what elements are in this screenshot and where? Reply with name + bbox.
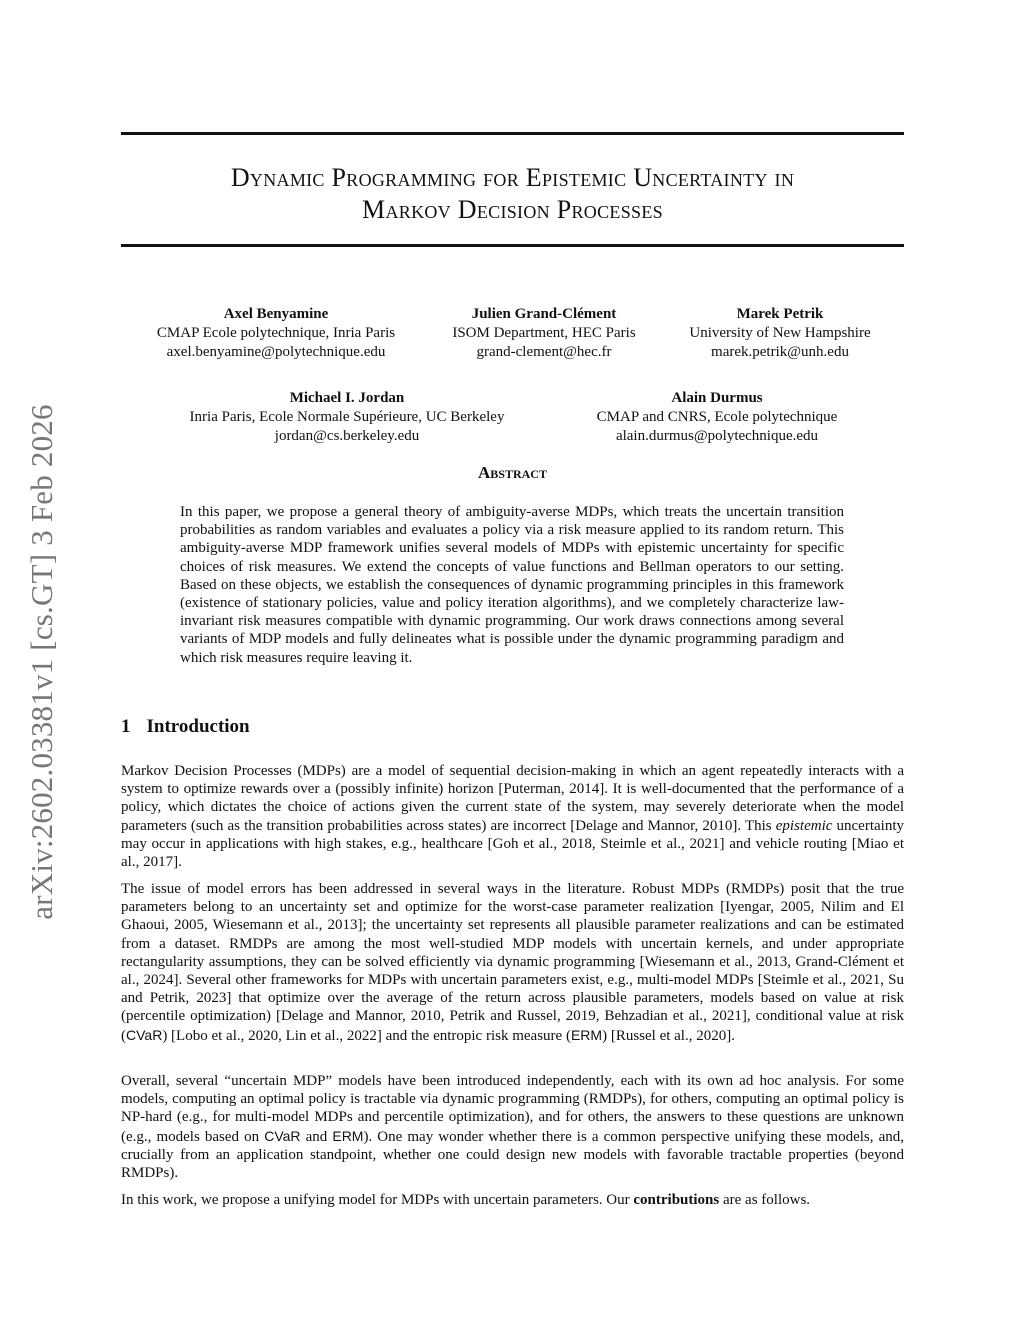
author-name: Michael I. Jordan	[289, 390, 405, 406]
intro-paragraph-2	[121, 880, 904, 1045]
author-email: grand-clement@hec.fr	[476, 344, 612, 360]
section-number: 1	[121, 716, 131, 737]
author-email: jordan@cs.berkeley.edu	[274, 428, 420, 444]
author-block	[157, 305, 395, 362]
author-name: Marek Petrik	[736, 306, 824, 322]
cvar-term: CVaR	[126, 1026, 163, 1043]
author-affiliation: CMAP Ecole polytechnique, Inria Paris	[156, 325, 396, 341]
author-name: Axel Benyamine	[223, 306, 329, 322]
title-line-1: Dynamic Programming for Epistemic Uncertainty in	[230, 163, 795, 192]
author-affiliation: CMAP and CNRS, Ecole polytechnique	[596, 409, 838, 425]
author-block	[452, 305, 635, 362]
paragraph-text: are as follows.	[719, 1192, 811, 1208]
intro-paragraph-3	[121, 1072, 904, 1182]
paragraph-text: ) [Lobo et al., 2020, Lin et al., 2022] and the entropic risk measure (	[162, 1027, 571, 1044]
emphasis-text: epistemic	[775, 817, 833, 834]
abstract-text: In this paper, we propose a general theory of ambiguity-averse MDPs, which treats the uncertain transition probabilities as random variables and evaluates a policy via a risk measure applied to its random return. This ambiguity-averse MDP framework unifies several models of MDPs with epistemic uncertainty for specific choices of risk measures. We extend the concepts of value functions and Bellman operators to our setting. Based on these objects, we establish the consequences of dynamic programming principles in this framework (existence of stationary policies, value and policy iteration algorithms), and we completely characterize law-invariant risk measures compatible with dynamic programming. Our work draws connections among several variants of MDP models and fully delineates what is possible under the dynamic programming paradigm and which risk measures require leaving it.	[180, 504, 844, 666]
intro-paragraph-1	[121, 762, 904, 871]
author-block	[689, 305, 870, 362]
author-block	[597, 389, 838, 446]
author-affiliation: ISOM Department, HEC Paris	[452, 325, 636, 341]
section-title: Introduction	[146, 716, 250, 737]
paper-title	[121, 162, 904, 226]
cvar-term: CVaR	[264, 1127, 301, 1144]
paragraph-text: ) [Russel et al., 2020].	[602, 1027, 735, 1044]
author-affiliation: Inria Paris, Ecole Normale Supérieure, UC Berkeley	[189, 409, 505, 425]
intro-paragraph-4	[121, 1191, 904, 1209]
title-line-2: Markov Decision Processes	[362, 195, 663, 224]
author-block	[190, 389, 505, 446]
author-email: marek.petrik@unh.edu	[711, 344, 849, 360]
abstract-heading: Abstract	[478, 463, 547, 482]
author-name: Julien Grand-Clément	[471, 306, 617, 322]
paragraph-text: uncertainty may occur in applications with high stakes, e.g., healthcare [Goh et al., 2018, Steimle et al., 2021] and vehicle routing [Miao et al., 2017].	[121, 817, 904, 871]
paragraph-text: The issue of model errors has been addressed in several ways in the literature. Robust MDPs (RMDPs) posit that the true parameters belong to an uncertainty set and optimize for the worst-case parameter realization [Iyengar, 2005, Nilim and El Ghaoui, 2005, Wiesemann et al., 2013]; the uncertainty set represents all plausible parameter realizations and can be estimated from a dataset. RMDPs are among the most well-studied MDP models with uncertain kernels, and under appropriate rectangularity assumptions, they can be solved efficiently via dynamic programming [Wiesemann et al., 2013, Grand-Clément et al., 2024]. Several other frameworks for MDPs with uncertain parameters exist, e.g., multi-model MDPs [Steimle et al., 2021, Su and Petrik, 2023] that optimize over the average of the return across plausible parameters, models based on value at risk (percentile optimization) [Delage and Mannor, 2010, Petrik and Russel, 2019, Behzadian et al., 2021], conditional value at risk (	[121, 881, 904, 1044]
bold-term: contributions	[633, 1192, 720, 1208]
arxiv-identifier: arXiv:2602.03381v1 [cs.GT] 3 Feb 2026	[24, 404, 59, 920]
paragraph-text: ). One may wonder whether there is a common perspective unifying these models, and, crucially from an application standpoint, whether one could design new models with favorable tractable properties (beyond RMDPs).	[121, 1128, 904, 1182]
erm-term: ERM	[570, 1026, 603, 1043]
author-name: Alain Durmus	[671, 390, 763, 406]
title-top-rule	[121, 132, 904, 135]
paragraph-text: and	[300, 1128, 333, 1145]
paragraph-text: Markov Decision Processes (MDPs) are a model of sequential decision-making in which an agent repeatedly interacts with a system to optimize rewards over a (possibly infinite) horizon [Puterman, 2014]. It is well-documented that the performance of a policy, which dictates the choice of actions given the current state of the system, may severely deteriorate when the model parameters (such as the transition probabilities across states) are incorrect [Delage and Mannor, 2010]. This	[121, 763, 904, 834]
author-email: axel.benyamine@polytechnique.edu	[166, 344, 386, 360]
paragraph-text: In this work, we propose a unifying model for MDPs with uncertain parameters. Our	[121, 1192, 634, 1208]
author-affiliation: University of New Hampshire	[689, 325, 871, 341]
title-bottom-rule	[121, 244, 904, 247]
author-email: alain.durmus@polytechnique.edu	[615, 428, 819, 444]
paragraph-text: Overall, several “uncertain MDP” models have been introduced independently, each with its own ad hoc analysis. For some models, computing an optimal policy is tractable via dynamic programming (RMDPs), for others, computing an optimal policy is NP-hard (e.g., for multi-model MDPs and percentile optimization), and for others, the answers to these questions are unknown (e.g., models based on	[121, 1073, 904, 1145]
erm-term: ERM	[332, 1127, 364, 1144]
section-heading	[121, 716, 250, 738]
